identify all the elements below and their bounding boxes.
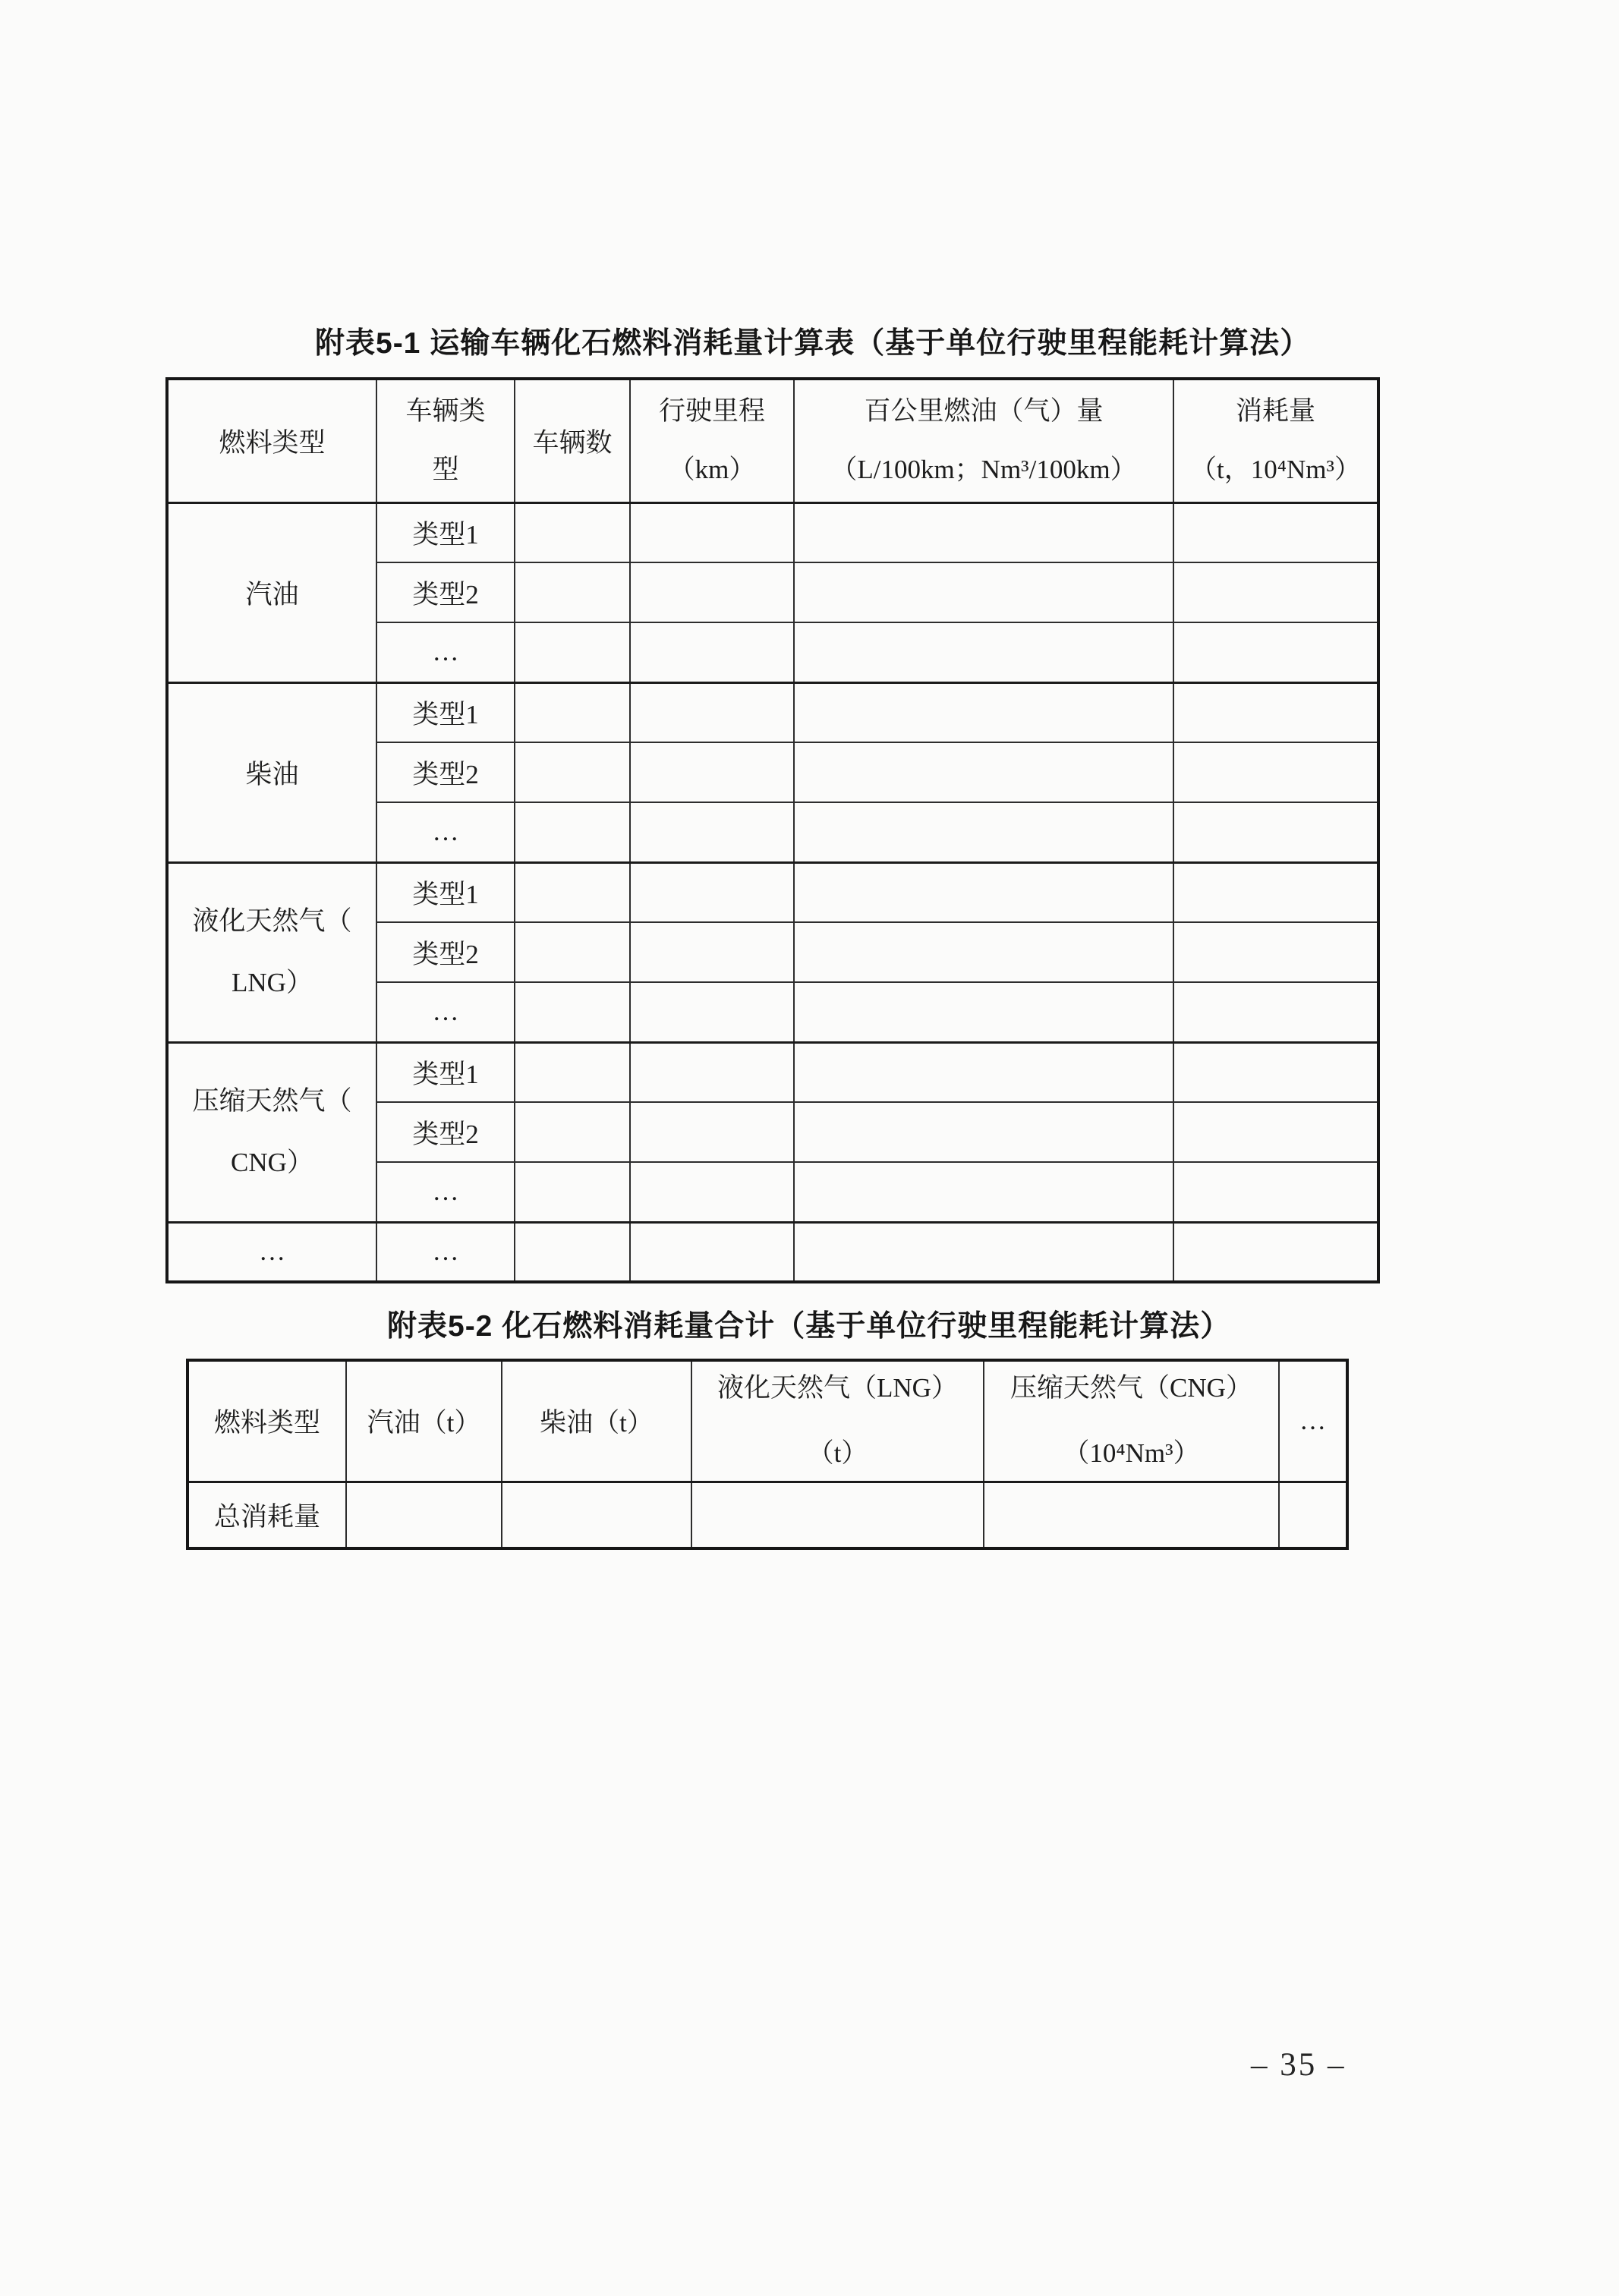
- table1-row-cng-type1: [167, 1042, 1378, 1102]
- cng-label-line1: 压缩天然气（: [192, 1086, 352, 1116]
- empty-cell: [630, 1102, 794, 1162]
- table1-row-other-fuels: [167, 1222, 1378, 1282]
- fuel-per-100km-header-lines: [799, 397, 1168, 484]
- empty-cell: [1173, 1162, 1378, 1222]
- vehicle-type-cell: …: [376, 1162, 515, 1222]
- vehicle-type-cell: 类型2: [376, 922, 515, 982]
- table1-th-consumption: [1173, 379, 1378, 502]
- consumption-line1: 消耗量: [1235, 396, 1315, 427]
- fuel-cell-cng: [167, 1042, 376, 1222]
- table2-th-more: …: [1279, 1360, 1347, 1482]
- cng-label-line2: CNG）: [231, 1147, 313, 1177]
- empty-cell: [630, 1222, 794, 1282]
- empty-cell: [630, 862, 794, 922]
- table2-title: 附表5-2 化石燃料消耗量合计（基于单位行驶里程能耗计算法）: [387, 1310, 1231, 1343]
- empty-cell: [1173, 502, 1378, 562]
- vehicle-type-cell: …: [376, 802, 515, 862]
- table2-total-row: [187, 1482, 1347, 1548]
- table2-th-gasoline: 汽油（t）: [346, 1360, 502, 1482]
- table1-th-vehicle-type: [376, 379, 515, 502]
- fuel-cell-lng: [167, 862, 376, 1042]
- empty-cell: [1173, 982, 1378, 1042]
- table1-row-gasoline-type1: [167, 502, 1378, 562]
- empty-cell: [1173, 1042, 1378, 1102]
- table1-row-diesel-type1: [167, 682, 1378, 742]
- empty-cell: [794, 622, 1173, 682]
- table1-th-fuel-type: 燃料类型: [167, 379, 376, 502]
- empty-cell: [346, 1482, 502, 1548]
- fuel-per-100km-line2: （L/100km；Nm³/100km）: [830, 454, 1137, 484]
- vehicle-type-cell: 类型1: [376, 862, 515, 922]
- empty-cell: [630, 562, 794, 622]
- vehicle-type-cell: 类型1: [376, 1042, 515, 1102]
- empty-cell: [794, 742, 1173, 802]
- empty-cell: [630, 502, 794, 562]
- empty-cell: [794, 1162, 1173, 1222]
- table2-cng-line2: （10⁴Nm³）: [1063, 1438, 1200, 1469]
- table2-th-diesel: 柴油（t）: [502, 1360, 691, 1482]
- vehicle-type-header-lines: [382, 397, 509, 484]
- empty-cell: [630, 982, 794, 1042]
- vehicle-type-cell: …: [376, 1222, 515, 1282]
- empty-cell: [515, 1162, 630, 1222]
- cng-label-lines: [173, 1087, 371, 1177]
- empty-cell: [794, 922, 1173, 982]
- table1-row-lng-type1: [167, 862, 1378, 922]
- table2-lng-line2: （t）: [807, 1438, 868, 1469]
- empty-cell: [515, 982, 630, 1042]
- empty-cell: [515, 922, 630, 982]
- empty-cell: [515, 682, 630, 742]
- vehicle-type-cell: 类型1: [376, 502, 515, 562]
- empty-cell: [630, 682, 794, 742]
- consumption-header-lines: [1179, 397, 1372, 484]
- vehicle-type-line1: 车辆类: [405, 396, 486, 427]
- empty-cell: [1173, 622, 1378, 682]
- table1-th-mileage: [630, 379, 794, 502]
- table2-cng-line1: 压缩天然气（CNG）: [1010, 1372, 1252, 1403]
- empty-cell: [515, 742, 630, 802]
- empty-cell: [1173, 562, 1378, 622]
- empty-cell: [515, 622, 630, 682]
- empty-cell: [515, 562, 630, 622]
- empty-cell: [1173, 1222, 1378, 1282]
- empty-cell: [515, 1042, 630, 1102]
- table2-lng-line1: 液化天然气（LNG）: [717, 1372, 958, 1403]
- table2-th-fuel-type: 燃料类型: [187, 1360, 346, 1482]
- lng-label-lines: [173, 907, 371, 997]
- empty-cell: [794, 1042, 1173, 1102]
- lng-label-line2: LNG）: [232, 967, 313, 997]
- empty-cell: [630, 742, 794, 802]
- vehicle-type-cell: 类型2: [376, 1102, 515, 1162]
- mileage-header-lines: [635, 397, 789, 484]
- empty-cell: [794, 562, 1173, 622]
- empty-cell: [515, 862, 630, 922]
- table1-th-vehicle-count: 车辆数: [515, 379, 630, 502]
- empty-cell: [515, 502, 630, 562]
- empty-cell: [515, 1102, 630, 1162]
- empty-cell: [794, 982, 1173, 1042]
- fuel-cell-gasoline: 汽油: [167, 502, 376, 682]
- table1-title: 附表5-1 运输车辆化石燃料消耗量计算表（基于单位行驶里程能耗计算法）: [315, 327, 1311, 360]
- empty-cell: [630, 802, 794, 862]
- empty-cell: [515, 802, 630, 862]
- vehicle-type-cell: 类型2: [376, 742, 515, 802]
- total-consumption-label: 总消耗量: [187, 1482, 346, 1548]
- empty-cell: [1173, 862, 1378, 922]
- empty-cell: [1279, 1482, 1347, 1548]
- lng-label-line1: 液化天然气（: [192, 906, 352, 936]
- table2-fuel-consumption-total: [186, 1359, 1349, 1550]
- empty-cell: [1173, 922, 1378, 982]
- empty-cell: [1173, 1102, 1378, 1162]
- fuel-cell-diesel: 柴油: [167, 682, 376, 862]
- mileage-line2: （km）: [668, 454, 756, 484]
- mileage-line1: 行驶里程: [658, 396, 765, 427]
- consumption-line2: （t，10⁴Nm³）: [1190, 454, 1361, 484]
- fuel-per-100km-line1: 百公里燃油（气）量: [864, 396, 1104, 427]
- empty-cell: [794, 862, 1173, 922]
- empty-cell: [794, 802, 1173, 862]
- page-number: – 35 –: [1251, 2047, 1347, 2083]
- table2-th-cng: [984, 1360, 1279, 1482]
- table1-th-fuel-per-100km: [794, 379, 1173, 502]
- empty-cell: [1173, 802, 1378, 862]
- table2-header-row: [187, 1360, 1347, 1482]
- empty-cell: [630, 622, 794, 682]
- vehicle-type-cell: 类型2: [376, 562, 515, 622]
- table1-vehicle-fuel-consumption: [165, 377, 1380, 1283]
- empty-cell: [691, 1482, 984, 1548]
- vehicle-type-cell: …: [376, 982, 515, 1042]
- vehicle-type-line2: 型: [432, 454, 459, 484]
- table2-cng-header-lines: [989, 1374, 1274, 1469]
- empty-cell: [630, 1162, 794, 1222]
- empty-cell: [794, 502, 1173, 562]
- empty-cell: [630, 922, 794, 982]
- table2-th-lng: [691, 1360, 984, 1482]
- fuel-cell-more: …: [167, 1222, 376, 1282]
- table1-header-row: [167, 379, 1378, 502]
- empty-cell: [1173, 682, 1378, 742]
- empty-cell: [515, 1222, 630, 1282]
- vehicle-type-cell: 类型1: [376, 682, 515, 742]
- vehicle-type-cell: …: [376, 622, 515, 682]
- empty-cell: [794, 1222, 1173, 1282]
- empty-cell: [630, 1042, 794, 1102]
- table2-lng-header-lines: [697, 1374, 978, 1469]
- empty-cell: [1173, 742, 1378, 802]
- empty-cell: [794, 682, 1173, 742]
- empty-cell: [794, 1102, 1173, 1162]
- empty-cell: [502, 1482, 691, 1548]
- empty-cell: [984, 1482, 1279, 1548]
